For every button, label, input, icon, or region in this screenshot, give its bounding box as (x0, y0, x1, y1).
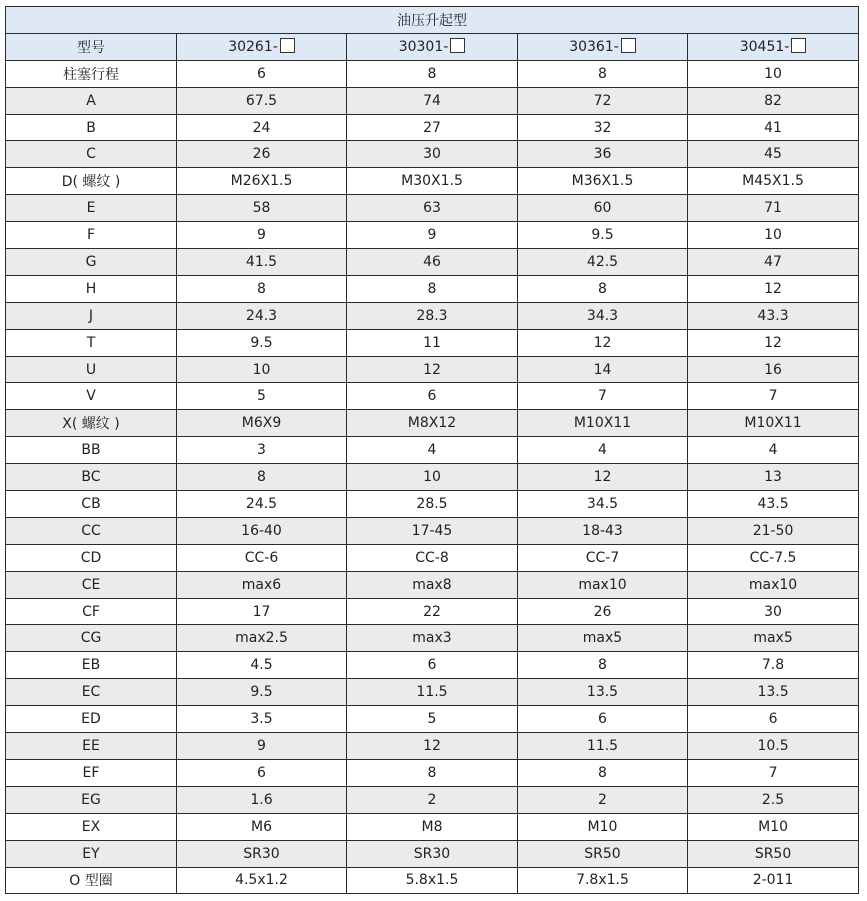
table-cell: 10 (177, 356, 347, 383)
row-label: EF (6, 759, 177, 786)
model-column-header (688, 33, 859, 60)
table-cell: 2 (347, 786, 518, 813)
row-label: A (6, 87, 177, 114)
row-label: EY (6, 840, 177, 867)
table-row (6, 733, 859, 760)
table-cell: 26 (177, 141, 347, 168)
table-cell: 13.5 (688, 679, 859, 706)
table-cell: M8 (347, 813, 518, 840)
table-row (6, 840, 859, 867)
table-row (6, 491, 859, 518)
table-row (6, 410, 859, 437)
table-cell: 24 (177, 114, 347, 141)
table-cell: SR50 (518, 840, 688, 867)
table-cell: 28.5 (347, 491, 518, 518)
table-cell: 5.8x1.5 (347, 867, 518, 894)
table-cell: 5 (177, 383, 347, 410)
table-cell: 36 (518, 141, 688, 168)
table-cell: 12 (347, 733, 518, 760)
table-cell: 12 (518, 329, 688, 356)
table-cell: 34.5 (518, 491, 688, 518)
table-cell: 11.5 (347, 679, 518, 706)
table-row (6, 437, 859, 464)
table-cell: 74 (347, 87, 518, 114)
table-cell: 7 (688, 759, 859, 786)
table-title: 油压升起型 (6, 7, 859, 34)
table-cell: 32 (518, 114, 688, 141)
table-cell: max10 (688, 571, 859, 598)
table-cell: max5 (518, 625, 688, 652)
model-number: 30361- (569, 39, 619, 56)
table-cell: 82 (688, 87, 859, 114)
table-row (6, 87, 859, 114)
table-cell: 8 (177, 464, 347, 491)
table-cell: 5 (347, 706, 518, 733)
table-cell: 6 (518, 706, 688, 733)
model-column-header (177, 33, 347, 60)
table-cell: 34.3 (518, 302, 688, 329)
spec-table (5, 6, 859, 894)
row-label: BB (6, 437, 177, 464)
table-row (6, 114, 859, 141)
table-cell: 9 (177, 733, 347, 760)
table-cell: 11 (347, 329, 518, 356)
row-label: F (6, 222, 177, 249)
table-cell: 13.5 (518, 679, 688, 706)
table-cell: SR30 (347, 840, 518, 867)
table-cell: 41 (688, 114, 859, 141)
table-cell: max3 (347, 625, 518, 652)
table-cell: 8 (177, 275, 347, 302)
model-column-header (518, 33, 688, 60)
table-row (6, 464, 859, 491)
row-label: J (6, 302, 177, 329)
table-cell: 58 (177, 195, 347, 222)
table-cell: 16-40 (177, 517, 347, 544)
table-cell: 72 (518, 87, 688, 114)
checkbox-icon[interactable] (280, 38, 295, 53)
table-row (6, 625, 859, 652)
row-label: CE (6, 571, 177, 598)
table-cell: 28.3 (347, 302, 518, 329)
table-cell: M6X9 (177, 410, 347, 437)
row-label: B (6, 114, 177, 141)
row-label: CB (6, 491, 177, 518)
row-label: CC (6, 517, 177, 544)
spec-table-container (5, 6, 859, 894)
table-cell: 17-45 (347, 517, 518, 544)
row-label: C (6, 141, 177, 168)
row-label: O 型圈 (6, 867, 177, 894)
table-cell: 16 (688, 356, 859, 383)
row-label: EE (6, 733, 177, 760)
table-cell: 30 (347, 141, 518, 168)
table-cell: 6 (177, 60, 347, 87)
table-cell: M36X1.5 (518, 168, 688, 195)
table-cell: 4 (688, 437, 859, 464)
table-cell: 3.5 (177, 706, 347, 733)
row-label: ED (6, 706, 177, 733)
table-cell: 7 (518, 383, 688, 410)
table-row (6, 302, 859, 329)
table-row (6, 571, 859, 598)
table-row (6, 706, 859, 733)
table-cell: max2.5 (177, 625, 347, 652)
table-cell: 30 (688, 598, 859, 625)
model-number: 30451- (739, 39, 790, 56)
table-cell: 9.5 (177, 679, 347, 706)
table-row (6, 141, 859, 168)
table-row (6, 652, 859, 679)
row-label: BC (6, 464, 177, 491)
table-row (6, 813, 859, 840)
table-cell: 8 (518, 759, 688, 786)
table-row (6, 222, 859, 249)
table-cell: 10 (347, 464, 518, 491)
table-cell: 42.5 (518, 249, 688, 276)
table-cell: 8 (347, 60, 518, 87)
table-cell: 2-011 (688, 867, 859, 894)
table-cell: 12 (347, 356, 518, 383)
table-row (6, 249, 859, 276)
table-cell: SR30 (177, 840, 347, 867)
table-cell: 13 (688, 464, 859, 491)
table-cell: 4 (347, 437, 518, 464)
table-cell: 12 (518, 464, 688, 491)
table-cell: 3 (177, 437, 347, 464)
table-cell: 24.5 (177, 491, 347, 518)
row-label: EC (6, 679, 177, 706)
table-cell: 6 (177, 759, 347, 786)
table-cell: 7 (688, 383, 859, 410)
checkbox-icon[interactable] (621, 38, 636, 53)
row-label: E (6, 195, 177, 222)
row-label: CG (6, 625, 177, 652)
row-label: V (6, 383, 177, 410)
table-cell: 71 (688, 195, 859, 222)
table-title-row (6, 7, 859, 34)
table-cell: CC-7.5 (688, 544, 859, 571)
table-cell: 24.3 (177, 302, 347, 329)
table-cell: 1.6 (177, 786, 347, 813)
table-cell: 8 (518, 275, 688, 302)
table-cell: M30X1.5 (347, 168, 518, 195)
table-cell: 27 (347, 114, 518, 141)
table-row (6, 168, 859, 195)
table-cell: 8 (518, 60, 688, 87)
table-cell: max8 (347, 571, 518, 598)
table-row (6, 786, 859, 813)
row-label: CD (6, 544, 177, 571)
table-cell: 10.5 (688, 733, 859, 760)
table-cell: 2 (518, 786, 688, 813)
table-cell: 10 (688, 222, 859, 249)
table-cell: 6 (347, 383, 518, 410)
table-row (6, 759, 859, 786)
table-cell: 17 (177, 598, 347, 625)
row-label: G (6, 249, 177, 276)
table-row (6, 679, 859, 706)
table-cell: 9 (177, 222, 347, 249)
table-cell: 18-43 (518, 517, 688, 544)
table-row (6, 544, 859, 571)
table-cell: 12 (688, 329, 859, 356)
table-cell: CC-6 (177, 544, 347, 571)
table-cell: M10 (688, 813, 859, 840)
row-label: T (6, 329, 177, 356)
table-cell: 7.8x1.5 (518, 867, 688, 894)
table-cell: 41.5 (177, 249, 347, 276)
table-cell: CC-8 (347, 544, 518, 571)
table-cell: 47 (688, 249, 859, 276)
table-cell: CC-7 (518, 544, 688, 571)
table-cell: 43.5 (688, 491, 859, 518)
table-cell: 9.5 (518, 222, 688, 249)
table-cell: M26X1.5 (177, 168, 347, 195)
table-row (6, 517, 859, 544)
table-header-row (6, 33, 859, 60)
table-cell: 8 (347, 759, 518, 786)
table-cell: 8 (518, 652, 688, 679)
table-cell: max10 (518, 571, 688, 598)
table-cell: 9.5 (177, 329, 347, 356)
table-cell: 8 (347, 275, 518, 302)
model-number: 30261- (228, 39, 278, 56)
table-cell: max6 (177, 571, 347, 598)
table-cell: 4 (518, 437, 688, 464)
table-cell: 12 (688, 275, 859, 302)
table-cell: 67.5 (177, 87, 347, 114)
table-cell: 6 (688, 706, 859, 733)
row-label: EG (6, 786, 177, 813)
table-row (6, 275, 859, 302)
table-cell: 14 (518, 356, 688, 383)
table-cell: 6 (347, 652, 518, 679)
table-cell: M10 (518, 813, 688, 840)
table-cell: 43.3 (688, 302, 859, 329)
table-row (6, 329, 859, 356)
table-cell: 21-50 (688, 517, 859, 544)
table-cell: 4.5x1.2 (177, 867, 347, 894)
table-cell: M6 (177, 813, 347, 840)
checkbox-icon[interactable] (450, 38, 465, 53)
table-row (6, 195, 859, 222)
table-cell: 46 (347, 249, 518, 276)
table-row (6, 356, 859, 383)
table-cell: 22 (347, 598, 518, 625)
table-cell: 60 (518, 195, 688, 222)
table-cell: 10 (688, 60, 859, 87)
checkbox-icon[interactable] (791, 38, 806, 53)
table-cell: 9 (347, 222, 518, 249)
table-row (6, 598, 859, 625)
model-column-header (347, 33, 518, 60)
table-cell: M10X11 (518, 410, 688, 437)
table-cell: 45 (688, 141, 859, 168)
table-cell: 26 (518, 598, 688, 625)
table-cell: SR50 (688, 840, 859, 867)
table-body (6, 60, 859, 894)
table-cell: M10X11 (688, 410, 859, 437)
table-cell: max5 (688, 625, 859, 652)
table-row (6, 383, 859, 410)
row-label: EB (6, 652, 177, 679)
row-label: X( 螺纹 ) (6, 410, 177, 437)
model-number: 30301- (398, 39, 449, 56)
row-label: 柱塞行程 (6, 60, 177, 87)
row-label: D( 螺纹 ) (6, 168, 177, 195)
table-cell: 4.5 (177, 652, 347, 679)
table-cell: M8X12 (347, 410, 518, 437)
table-cell: 2.5 (688, 786, 859, 813)
table-cell: M45X1.5 (688, 168, 859, 195)
table-cell: 63 (347, 195, 518, 222)
row-label: U (6, 356, 177, 383)
row-label: EX (6, 813, 177, 840)
table-cell: 11.5 (518, 733, 688, 760)
row-label: CF (6, 598, 177, 625)
model-header-label: 型号 (6, 33, 177, 60)
table-cell: 7.8 (688, 652, 859, 679)
row-label: H (6, 275, 177, 302)
table-row (6, 867, 859, 894)
table-row (6, 60, 859, 87)
